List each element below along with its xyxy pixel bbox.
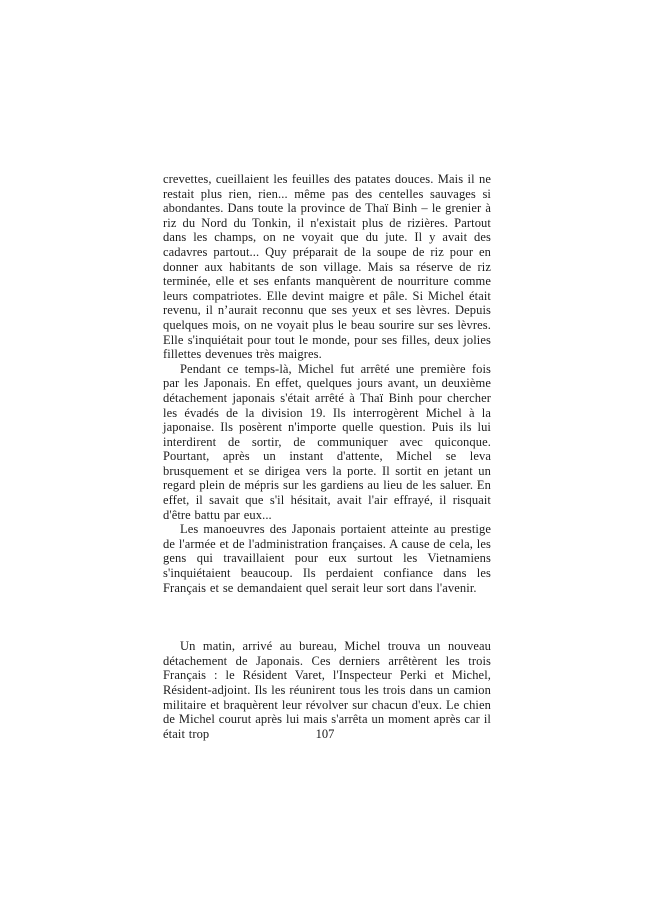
paragraph: Pendant ce temps-là, Michel fut arrêté une première fois par les Japonais. En effet, quelques jours avant, un deuxième détachement japonais s'était arrêté à Thaï Binh pour chercher les évadés de la division 19. Ils interrogèrent Michel à la japonaise. Ils posèrent n'importe quelle question. Puis ils lui interdirent de sortir, de communiquer avec quiconque. Pourtant, après un instant d'attente, Michel se leva brusquement et se dirigea vers la porte. Il sortit en jetant un regard plein de mépris sur les gardiens au lieu de les saluer. En effet, il savait que s'il hésitait, avait l'air effrayé, il risquait d'être battu par eux... bbox=[163, 361, 491, 522]
paragraph-continuation: crevettes, cueillaient les feuilles des patates douces. Mais il ne restait plus rien, rien... même pas des centelles sauvages si abondantes. Dans toute la province de Thaï Binh – le grenier à riz du Nord du Tonkin, il n'existait plus de rizières. Partout dans les champs, on ne voyait que du jute. Il y avait des cadavres partout... Quy préparait de la soupe de riz pour en donner aux habitants de son village. Mais sa réserve de riz terminée, elle et ses enfants manquèrent de nourriture comme leurs compatriotes. Elle devint maigre et pâle. Si Michel était revenu, il n’aurait reconnu que ses yeux et ses lèvres. Depuis quelques mois, on ne voyait plus le beau sourire sur ses lèvres. Elle s'inquiétait pour tout le monde, pour ses filles, deux jolies fillettes devenues très maigres. bbox=[163, 172, 491, 362]
paragraph: Un matin, arrivé au bureau, Michel trouva un nouveau détachement de Japonais. Ces derniers arrêtèrent les trois Français : le Résident Varet, l'Inspecteur Perki et Michel, Résident-adjoint. Ils les réunirent tous les trois dans un camion militaire et braquèrent leur révolver sur chacun d'eux. Le chien de Michel courut après lui mais s'arrêta un moment après car il était trop bbox=[163, 639, 491, 741]
paragraph: Les manoeuvres des Japonais portaient atteinte au prestige de l'armée et de l'administration françaises. A cause de cela, les gens qui travaillaient pour eux surtout les Vietnamiens s'inquiétaient beaucoup. Ils perdaient confiance dans les Français et se demandaient quel serait leur sort dans l'avenir. bbox=[163, 522, 491, 595]
page-text-block bbox=[163, 172, 491, 741]
page-number: 107 bbox=[315, 727, 335, 741]
